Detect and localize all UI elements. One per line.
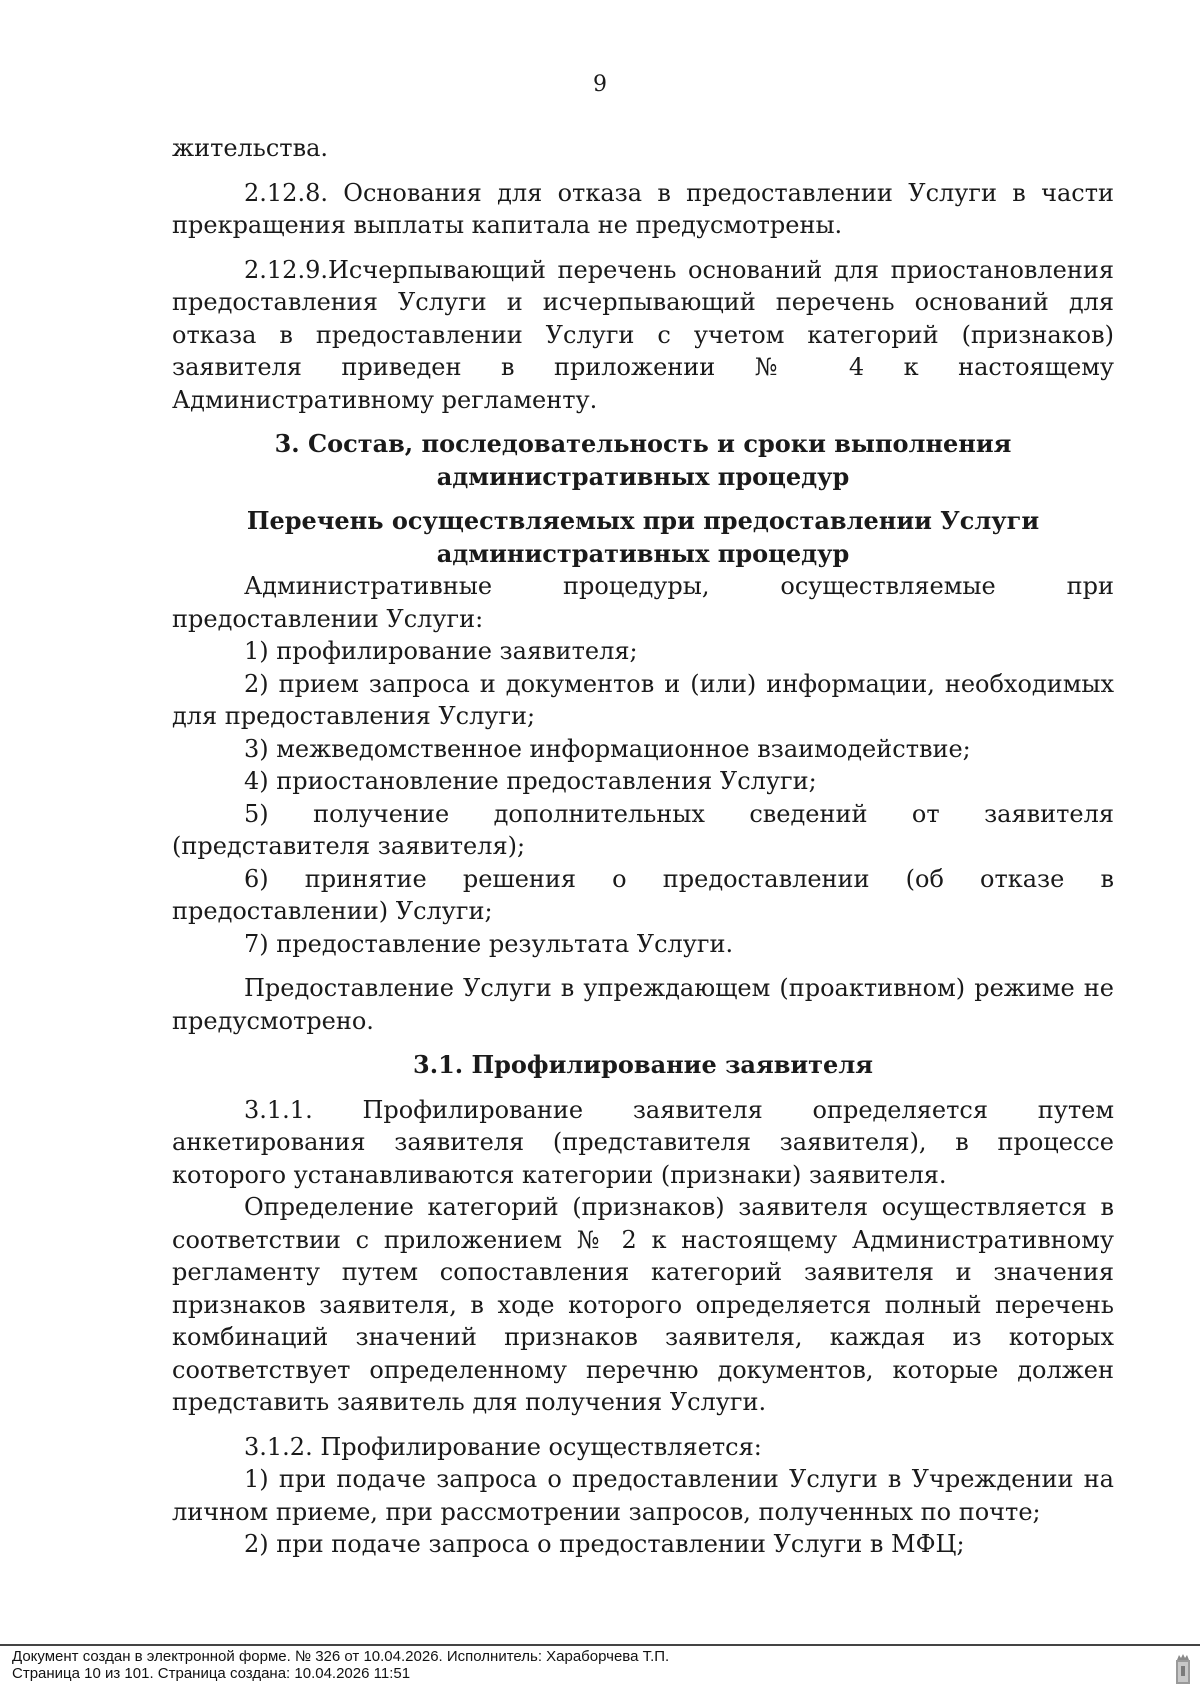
footer-line-2: Страница 10 из 101. Страница создана: 10.04.2026 11:51 — [12, 1665, 411, 1682]
paragraph: 2) при подаче запроса о предоставлении Услуги в МФЦ; — [244, 1530, 965, 1558]
paragraph-gap — [172, 1082, 1114, 1094]
footer — [12, 1648, 669, 1682]
paragraph-gap — [172, 1037, 1114, 1049]
paragraph: 6) принятие решения о предоставлении (об отказе в предоставлении) Услуги; — [172, 864, 1114, 925]
page-number: 9 — [593, 72, 607, 97]
paragraph-gap — [172, 960, 1114, 972]
footer-line-1: Документ создан в электронной форме. № 326 от 10.04.2026. Исполнитель: Хараборчева Т.П. — [12, 1648, 670, 1665]
paragraph-gap — [172, 416, 1114, 428]
paragraph: 4) приостановление предоставления Услуги; — [244, 767, 817, 795]
paragraph: 2) прием запроса и документов и (или) информации, необходимых для предоставления Услуги; — [172, 669, 1114, 730]
paragraph: Административные процедуры, осуществляемые при предоставлении Услуги: — [172, 572, 1114, 633]
section-heading: 3.1. Профилирование заявителя — [413, 1050, 873, 1079]
paragraph: 3.1.2. Профилирование осуществляется: — [244, 1432, 762, 1461]
paragraph: 1) при подаче запроса о предоставлении Услуги в Учреждении на личном приеме, при рассмотрении запросов, полученных по почте; — [172, 1465, 1114, 1526]
paragraph-gap — [172, 242, 1114, 254]
paragraph-gap — [172, 1419, 1114, 1431]
paragraph: 2.12.8. Основания для отказа в предоставлении Услуги в части прекращения выплаты капитала не предусмотрены. — [172, 178, 1114, 239]
paragraph: 2.12.9.Исчерпывающий перечень оснований для приостановления предоставления Услуги и исчерпывающий перечень оснований для отказа в предоставлении Услуги с учетом категорий (признаков) заявителя приведен в приложении № 4 к настоящему Административному регламенту. — [172, 255, 1114, 414]
paragraph-gap — [172, 493, 1114, 505]
paragraph: Предоставление Услуги в упреждающем (проактивном) режиме не предусмотрено. — [172, 974, 1114, 1035]
paragraph: Определение категорий (признаков) заявителя осуществляется в соответствии с приложением № 2 к настоящему Административному регламенту путем сопоставления категорий заявителя и значения признаков заявителя, в ходе которого определяется полный перечень комбинаций значений признаков заявителя, каждая из которых соответствует определенному перечню документов, которые должен представить заявитель для получения Услуги. — [172, 1193, 1114, 1416]
footer-divider — [0, 1644, 1200, 1646]
paragraph: 5) получение дополнительных сведений от заявителя (представителя заявителя); — [172, 799, 1114, 860]
section-heading: 3. Состав, последовательность и сроки выполнения административных процедур — [274, 429, 1012, 491]
paragraph: 1) профилирование заявителя; — [244, 637, 638, 665]
coat-of-arms-icon — [1173, 1652, 1193, 1686]
paragraph: 3) межведомственное информационное взаимодействие; — [244, 734, 971, 763]
section-heading: Перечень осуществляемых при предоставлении Услуги административных процедур — [246, 506, 1040, 568]
paragraph: жительства. — [172, 134, 329, 162]
paragraph: 3.1.1. Профилирование заявителя определяется путем анкетирования заявителя (представителя заявителя), в процессе которого устанавливаются категории (признаки) заявителя. — [172, 1095, 1114, 1189]
paragraph-gap — [172, 165, 1114, 177]
document-body — [172, 132, 1114, 1561]
paragraph: 7) предоставление результата Услуги. — [244, 929, 734, 958]
